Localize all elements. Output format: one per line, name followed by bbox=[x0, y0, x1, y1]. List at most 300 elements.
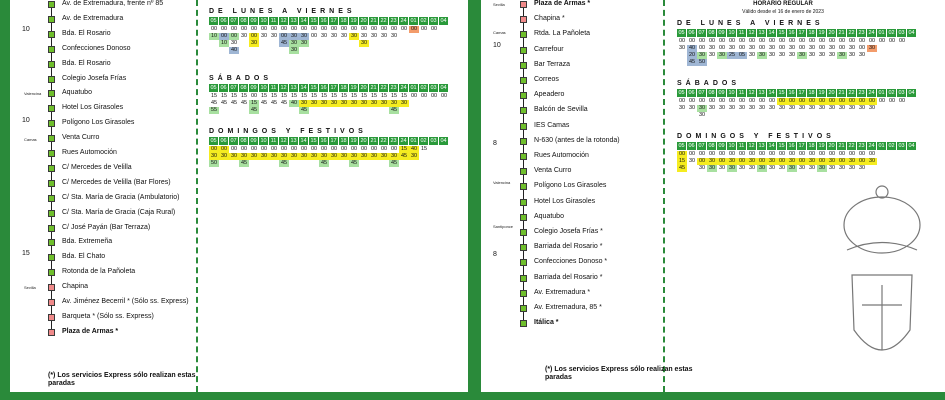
stop-marker bbox=[520, 62, 527, 69]
time-cell: 15 bbox=[230, 93, 238, 99]
time-cell: 00 bbox=[688, 98, 696, 104]
time-cell: 00 bbox=[828, 98, 836, 104]
time-cell: 30 bbox=[738, 105, 746, 111]
time-cell bbox=[727, 59, 737, 66]
zone-label: Valencina bbox=[24, 91, 42, 96]
hour-cell: 05 bbox=[677, 142, 687, 150]
stop-marker bbox=[48, 299, 55, 306]
time-cell bbox=[807, 59, 817, 66]
stop-label: Av. de Extremadura, frente nº 85 bbox=[62, 0, 164, 7]
stop-label: Polígono Los Girasoles bbox=[62, 119, 135, 127]
time-cell: 30 bbox=[818, 165, 826, 171]
time-cell: 00 bbox=[838, 158, 846, 164]
time-cell bbox=[877, 45, 887, 52]
stop-label: Polígono Los Girasoles bbox=[534, 182, 607, 190]
stop-marker bbox=[520, 259, 527, 266]
weekdays-times-row bbox=[677, 59, 917, 66]
time-cell: 30 bbox=[230, 40, 238, 46]
hour-cell: 13 bbox=[757, 142, 767, 150]
time-cell bbox=[369, 40, 379, 47]
time-cell bbox=[319, 107, 329, 114]
hour-cell: 15 bbox=[777, 29, 787, 37]
time-cell bbox=[409, 47, 419, 54]
stop-marker bbox=[520, 244, 527, 251]
time-cell: 30 bbox=[290, 47, 298, 53]
stop-label: Aquatubo bbox=[534, 212, 564, 220]
time-cell bbox=[379, 47, 389, 54]
time-cell: 00 bbox=[748, 38, 756, 44]
time-cell: 30 bbox=[758, 165, 766, 171]
time-cell: 30 bbox=[350, 100, 358, 106]
time-cell bbox=[309, 40, 319, 47]
time-cell bbox=[429, 40, 439, 47]
time-cell: 30 bbox=[728, 105, 736, 111]
stop-marker bbox=[520, 138, 527, 145]
time-cell bbox=[299, 160, 309, 167]
time-cell: 00 bbox=[868, 38, 876, 44]
time-cell: 00 bbox=[440, 93, 448, 99]
time-cell: 30 bbox=[360, 40, 368, 46]
time-cell: 30 bbox=[788, 52, 796, 58]
time-cell bbox=[897, 105, 907, 112]
time-cell: 00 bbox=[230, 146, 238, 152]
hour-cell: 13 bbox=[757, 29, 767, 37]
time-cell: 30 bbox=[290, 33, 298, 39]
time-cell bbox=[429, 100, 439, 107]
time-cell bbox=[887, 165, 897, 172]
hour-cell: 16 bbox=[787, 89, 797, 97]
time-cell bbox=[887, 105, 897, 112]
time-cell: 15 bbox=[370, 93, 378, 99]
hour-cell: 24 bbox=[399, 84, 409, 92]
time-cell bbox=[209, 40, 219, 47]
express-note: (*) Los servicios Express sólo realizan estas paradas bbox=[545, 366, 693, 381]
section-minutes: 10 bbox=[493, 42, 501, 49]
time-cell: 30 bbox=[728, 158, 736, 164]
holidays-times-row bbox=[209, 153, 449, 160]
time-cell bbox=[747, 59, 757, 66]
hour-cell: 13 bbox=[289, 17, 299, 25]
time-cell bbox=[329, 47, 339, 54]
time-cell bbox=[439, 33, 449, 40]
hour-cell: 18 bbox=[807, 142, 817, 150]
time-cell bbox=[269, 160, 279, 167]
time-cell: 00 bbox=[360, 146, 368, 152]
hour-cell: 03 bbox=[897, 29, 907, 37]
hour-cell: 10 bbox=[259, 84, 269, 92]
time-cell: 30 bbox=[240, 153, 248, 159]
stop-marker bbox=[520, 153, 527, 160]
time-cell bbox=[717, 112, 727, 119]
hour-cell: 20 bbox=[359, 84, 369, 92]
time-cell: 00 bbox=[698, 158, 706, 164]
saturday-times-row bbox=[677, 105, 917, 112]
saturday-hours-row bbox=[677, 89, 917, 97]
time-cell bbox=[309, 47, 319, 54]
time-cell: 00 bbox=[758, 151, 766, 157]
hour-cell: 23 bbox=[857, 29, 867, 37]
hour-cell: 02 bbox=[419, 84, 429, 92]
time-cell: 00 bbox=[868, 98, 876, 104]
time-cell bbox=[219, 47, 229, 54]
time-cell: 00 bbox=[868, 151, 876, 157]
time-cell bbox=[359, 47, 369, 54]
time-cell: 00 bbox=[858, 158, 866, 164]
time-cell bbox=[419, 107, 429, 114]
time-cell bbox=[707, 59, 717, 66]
time-cell bbox=[349, 40, 359, 47]
time-cell bbox=[877, 165, 887, 172]
time-cell: 30 bbox=[260, 153, 268, 159]
hour-cell: 24 bbox=[399, 17, 409, 25]
time-cell: 30 bbox=[818, 105, 826, 111]
time-cell: 00 bbox=[698, 45, 706, 51]
time-cell bbox=[907, 165, 917, 172]
time-cell bbox=[319, 40, 329, 47]
time-cell: 30 bbox=[410, 153, 418, 159]
time-cell: 00 bbox=[848, 38, 856, 44]
time-cell bbox=[339, 107, 349, 114]
stop-label: Av. Jiménez Becerril * (Sólo ss. Express) bbox=[62, 298, 189, 305]
time-cell: 00 bbox=[788, 98, 796, 104]
stop-marker bbox=[48, 195, 55, 202]
hour-cell: 11 bbox=[269, 84, 279, 92]
weekdays-times-row bbox=[677, 52, 917, 59]
hour-cell: 21 bbox=[837, 142, 847, 150]
time-cell: 30 bbox=[808, 52, 816, 58]
stop-marker bbox=[520, 168, 527, 175]
time-cell: 30 bbox=[678, 45, 686, 51]
time-cell: 30 bbox=[300, 100, 308, 106]
time-cell bbox=[329, 40, 339, 47]
time-cell: 30 bbox=[748, 52, 756, 58]
time-cell: 15 bbox=[380, 93, 388, 99]
stop-marker bbox=[520, 214, 527, 221]
hour-cell: 18 bbox=[339, 137, 349, 145]
time-cell: 30 bbox=[768, 105, 776, 111]
time-cell: 30 bbox=[220, 153, 228, 159]
hour-cell: 10 bbox=[259, 137, 269, 145]
hour-cell: 01 bbox=[877, 29, 887, 37]
stop-marker bbox=[48, 1, 55, 8]
time-cell bbox=[777, 112, 787, 119]
time-cell bbox=[269, 107, 279, 114]
time-cell bbox=[737, 59, 747, 66]
time-cell: 30 bbox=[330, 33, 338, 39]
time-cell: 00 bbox=[798, 151, 806, 157]
time-cell bbox=[369, 47, 379, 54]
time-cell: 00 bbox=[210, 26, 218, 32]
time-cell: 30 bbox=[758, 105, 766, 111]
time-cell: 00 bbox=[280, 33, 288, 39]
time-cell: 30 bbox=[360, 33, 368, 39]
hour-cell: 24 bbox=[399, 137, 409, 145]
hour-cell: 22 bbox=[847, 29, 857, 37]
time-cell bbox=[359, 160, 369, 167]
time-cell: 30 bbox=[778, 52, 786, 58]
time-cell: 00 bbox=[748, 98, 756, 104]
hour-cell: 19 bbox=[349, 17, 359, 25]
time-cell bbox=[907, 52, 917, 59]
time-cell: 00 bbox=[828, 151, 836, 157]
time-cell bbox=[439, 146, 449, 153]
stop-label: Av. de Extremadura bbox=[62, 14, 124, 22]
stop-marker bbox=[520, 1, 527, 8]
time-cell bbox=[907, 105, 917, 112]
stop-marker bbox=[48, 329, 55, 336]
stop-label: Chapina * bbox=[534, 15, 565, 23]
stop-label: Venta Curro bbox=[62, 134, 100, 142]
time-cell: 00 bbox=[280, 26, 288, 32]
hour-cell: 20 bbox=[359, 137, 369, 145]
time-cell: 00 bbox=[798, 45, 806, 51]
time-cell bbox=[787, 112, 797, 119]
time-cell bbox=[797, 59, 807, 66]
time-cell bbox=[429, 33, 439, 40]
time-cell: 00 bbox=[738, 158, 746, 164]
time-cell: 30 bbox=[818, 52, 826, 58]
time-cell: 40 bbox=[290, 100, 298, 106]
weekdays-times-row bbox=[209, 47, 449, 54]
time-cell: 00 bbox=[848, 98, 856, 104]
time-cell bbox=[249, 47, 259, 54]
stop-marker bbox=[48, 61, 55, 68]
hour-cell: 16 bbox=[319, 17, 329, 25]
hour-cell: 14 bbox=[767, 142, 777, 150]
hour-cell: 09 bbox=[717, 89, 727, 97]
hour-cell: 19 bbox=[817, 142, 827, 150]
stop-label: Confecciones Donoso * bbox=[534, 258, 608, 266]
zone-label: Santiponce bbox=[493, 224, 514, 229]
hour-cell: 18 bbox=[807, 29, 817, 37]
time-cell: 00 bbox=[798, 158, 806, 164]
time-cell: 00 bbox=[380, 26, 388, 32]
time-cell: 30 bbox=[340, 100, 348, 106]
stop-marker bbox=[48, 135, 55, 142]
time-cell: 45 bbox=[230, 100, 238, 106]
stop-label: Barqueta * (Sólo ss. Express) bbox=[62, 312, 154, 320]
time-cell bbox=[399, 160, 409, 167]
stop-label: Bda. Extremeña bbox=[62, 238, 113, 246]
hour-cell: 02 bbox=[887, 29, 897, 37]
time-cell: 45 bbox=[240, 100, 248, 106]
time-cell: 30 bbox=[788, 158, 796, 164]
time-cell: 00 bbox=[310, 146, 318, 152]
time-cell bbox=[309, 160, 319, 167]
hour-cell: 03 bbox=[429, 17, 439, 25]
time-cell: 15 bbox=[250, 100, 258, 106]
zone-label: Camas bbox=[493, 30, 506, 35]
time-cell: 30 bbox=[808, 165, 816, 171]
time-cell bbox=[897, 151, 907, 158]
hour-cell: 23 bbox=[857, 142, 867, 150]
section-minutes: 10 bbox=[22, 117, 30, 124]
stop-marker bbox=[48, 76, 55, 83]
time-cell: 00 bbox=[340, 146, 348, 152]
hour-cell: 07 bbox=[229, 17, 239, 25]
time-cell: 00 bbox=[698, 38, 706, 44]
time-cell: 00 bbox=[728, 98, 736, 104]
hour-cell: 10 bbox=[727, 142, 737, 150]
hour-cell: 07 bbox=[697, 29, 707, 37]
time-cell: 00 bbox=[818, 98, 826, 104]
hour-cell: 23 bbox=[389, 84, 399, 92]
stop-marker bbox=[48, 239, 55, 246]
time-cell: 00 bbox=[698, 98, 706, 104]
time-cell bbox=[359, 107, 369, 114]
stop-marker bbox=[48, 269, 55, 276]
time-cell bbox=[239, 40, 249, 47]
time-cell bbox=[339, 160, 349, 167]
time-cell bbox=[727, 112, 737, 119]
time-cell: 45 bbox=[390, 160, 398, 166]
hour-cell: 07 bbox=[229, 137, 239, 145]
time-cell: 00 bbox=[270, 146, 278, 152]
time-cell bbox=[259, 160, 269, 167]
holidays-hours-row bbox=[677, 142, 917, 150]
weekdays-title: DE LUNES A VIERNES bbox=[209, 8, 356, 15]
time-cell: 30 bbox=[280, 153, 288, 159]
hour-cell: 12 bbox=[747, 89, 757, 97]
time-cell bbox=[399, 47, 409, 54]
stop-label: IES Camas bbox=[534, 121, 570, 129]
time-cell: 00 bbox=[768, 98, 776, 104]
time-cell: 30 bbox=[718, 105, 726, 111]
time-cell: 15 bbox=[400, 93, 408, 99]
time-cell: 00 bbox=[848, 151, 856, 157]
time-cell bbox=[817, 59, 827, 66]
time-cell: 30 bbox=[300, 33, 308, 39]
time-cell: 30 bbox=[798, 105, 806, 111]
hour-cell: 05 bbox=[209, 17, 219, 25]
stop-label: N-630 (antes de la rotonda) bbox=[534, 136, 620, 144]
time-cell: 30 bbox=[838, 105, 846, 111]
section-minutes: 8 bbox=[493, 140, 497, 147]
time-cell: 30 bbox=[698, 105, 706, 111]
time-cell: 30 bbox=[758, 52, 766, 58]
time-cell bbox=[269, 40, 279, 47]
weekdays-title: DE LUNES A VIERNES bbox=[677, 20, 824, 27]
stop-label: Rtda. La Pañoleta bbox=[534, 30, 591, 38]
zone-label: Sevilla bbox=[493, 2, 505, 7]
time-cell: 30 bbox=[868, 105, 876, 111]
hour-cell: 20 bbox=[827, 29, 837, 37]
time-cell: 45 bbox=[678, 165, 686, 171]
hour-cell: 19 bbox=[817, 89, 827, 97]
time-cell: 05 bbox=[738, 52, 746, 58]
time-cell: 30 bbox=[858, 105, 866, 111]
stop-label: Colegio Josefa Frías bbox=[62, 74, 127, 82]
hour-cell: 11 bbox=[269, 17, 279, 25]
holidays-times-row bbox=[677, 151, 917, 158]
hour-cell: 20 bbox=[827, 142, 837, 150]
schedule-title: HORARIO REGULAR bbox=[753, 1, 813, 7]
time-cell bbox=[399, 33, 409, 40]
hour-cell: 16 bbox=[787, 29, 797, 37]
time-cell: 15 bbox=[260, 93, 268, 99]
time-cell: 00 bbox=[758, 38, 766, 44]
time-cell bbox=[677, 59, 687, 66]
hour-cell: 03 bbox=[429, 84, 439, 92]
holidays-times-row bbox=[209, 160, 449, 167]
stop-label: Balcón de Sevilla bbox=[534, 106, 588, 114]
hour-cell: 05 bbox=[209, 137, 219, 145]
time-cell: 00 bbox=[788, 38, 796, 44]
time-cell bbox=[777, 59, 787, 66]
time-cell: 00 bbox=[708, 151, 716, 157]
stop-label: Chapina bbox=[62, 283, 89, 291]
stop-marker bbox=[48, 225, 55, 232]
stop-marker bbox=[520, 31, 527, 38]
stop-label: Colegio Josefa Frías * bbox=[534, 228, 603, 235]
time-cell bbox=[439, 47, 449, 54]
hour-cell: 11 bbox=[737, 89, 747, 97]
time-cell: 00 bbox=[240, 26, 248, 32]
time-cell: 45 bbox=[250, 107, 258, 113]
time-cell: 15 bbox=[330, 93, 338, 99]
stop-label: Bar Terraza bbox=[534, 60, 571, 68]
time-cell bbox=[219, 107, 229, 114]
time-cell bbox=[439, 100, 449, 107]
stop-marker bbox=[48, 16, 55, 23]
hour-cell: 08 bbox=[707, 89, 717, 97]
time-cell: 00 bbox=[370, 146, 378, 152]
left-panel bbox=[10, 0, 468, 392]
time-cell bbox=[847, 112, 857, 119]
hour-cell: 20 bbox=[827, 89, 837, 97]
hour-cell: 06 bbox=[687, 89, 697, 97]
stop-marker bbox=[48, 105, 55, 112]
time-cell: 30 bbox=[748, 45, 756, 51]
time-cell: 45 bbox=[280, 160, 288, 166]
time-cell: 00 bbox=[858, 38, 866, 44]
time-cell bbox=[329, 107, 339, 114]
time-cell: 00 bbox=[360, 26, 368, 32]
time-cell bbox=[429, 160, 439, 167]
time-cell: 30 bbox=[848, 158, 856, 164]
hour-cell: 12 bbox=[747, 29, 757, 37]
hour-cell: 15 bbox=[309, 137, 319, 145]
hour-cell: 15 bbox=[309, 17, 319, 25]
time-cell bbox=[867, 112, 877, 119]
stop-marker bbox=[48, 165, 55, 172]
time-cell: 00 bbox=[738, 151, 746, 157]
time-cell: 30 bbox=[340, 153, 348, 159]
weekdays-hours-row bbox=[677, 29, 917, 37]
time-cell bbox=[897, 112, 907, 119]
time-cell: 00 bbox=[420, 26, 428, 32]
time-cell: 00 bbox=[838, 98, 846, 104]
time-cell: 00 bbox=[320, 26, 328, 32]
hour-cell: 01 bbox=[409, 137, 419, 145]
time-cell: 30 bbox=[370, 100, 378, 106]
time-cell: 30 bbox=[798, 165, 806, 171]
time-cell bbox=[747, 112, 757, 119]
time-cell: 30 bbox=[748, 158, 756, 164]
time-cell: 30 bbox=[798, 52, 806, 58]
time-cell: 30 bbox=[718, 165, 726, 171]
hour-cell: 24 bbox=[867, 29, 877, 37]
holidays-hours-row bbox=[209, 137, 449, 145]
hour-cell: 12 bbox=[279, 17, 289, 25]
time-cell bbox=[439, 107, 449, 114]
time-cell: 00 bbox=[240, 146, 248, 152]
time-cell bbox=[807, 112, 817, 119]
time-cell bbox=[259, 40, 269, 47]
weekdays-times-row bbox=[677, 38, 917, 45]
time-cell: 30 bbox=[260, 33, 268, 39]
time-cell: 00 bbox=[728, 151, 736, 157]
